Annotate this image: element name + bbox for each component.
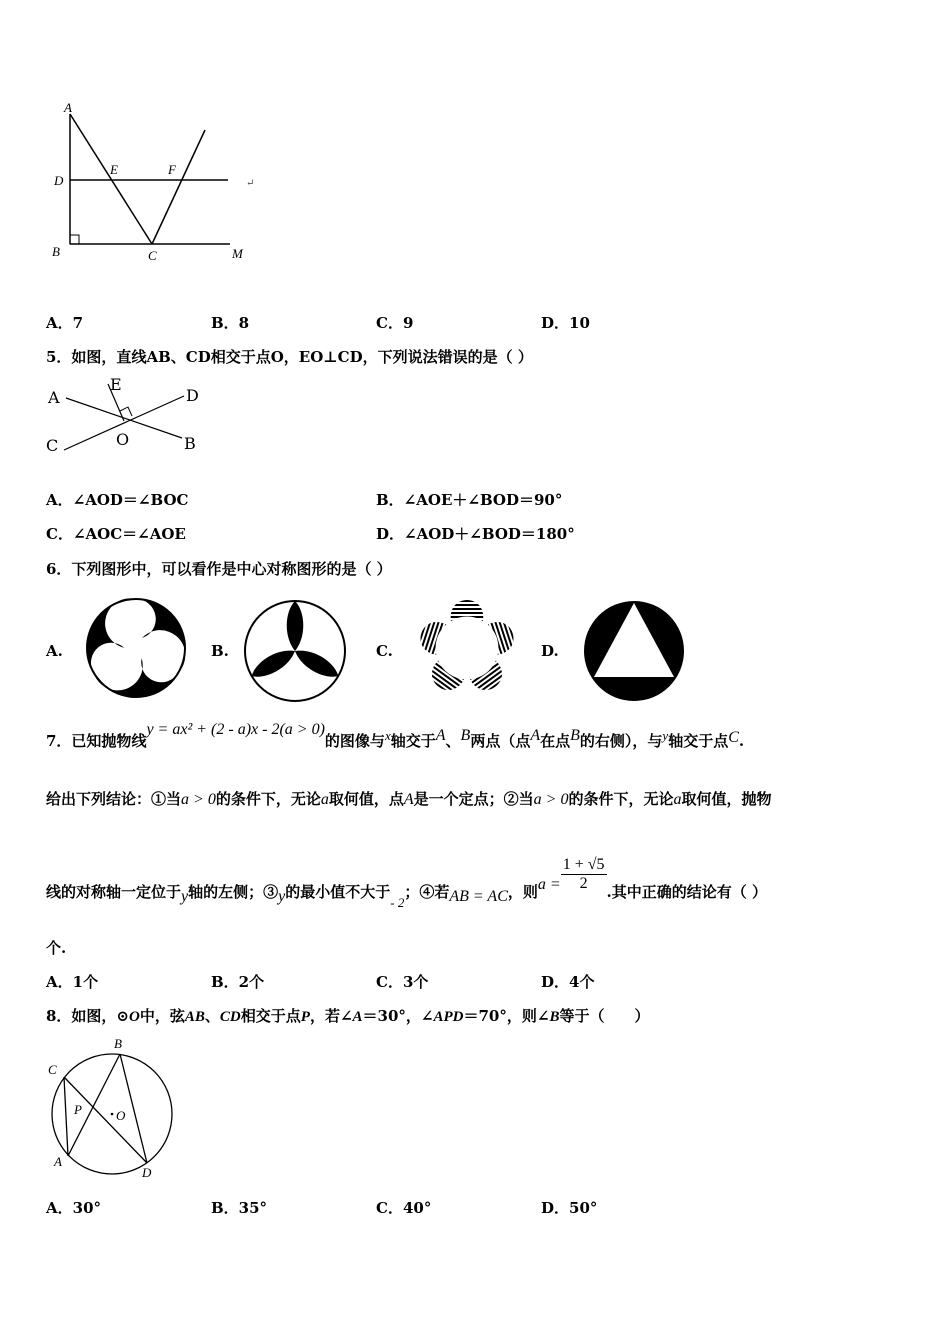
q7-var-a2: A bbox=[530, 727, 541, 744]
q8-option-b[interactable]: B．35° bbox=[211, 1199, 268, 1217]
q8-stem-p6: ＝70°，则∠ bbox=[463, 1007, 550, 1025]
q7-fraction bbox=[561, 856, 607, 893]
q4-label-c: C bbox=[148, 248, 157, 263]
q7-var-y3: y bbox=[278, 887, 286, 905]
q6-option-c[interactable]: C. bbox=[376, 642, 393, 660]
q8-label-o: O bbox=[116, 1108, 126, 1123]
q7-line1-p6: 轴交于点 bbox=[668, 732, 729, 750]
q7-line3-p5: .其中正确的结论有（ ） bbox=[606, 882, 767, 901]
q8-stem-p5: ＝30°，∠ bbox=[362, 1007, 434, 1025]
q6-figure-d-triangle[interactable] bbox=[582, 599, 686, 703]
q7-period: . bbox=[738, 732, 745, 750]
q7-line1-p1: 的图像与 bbox=[324, 732, 385, 750]
q7-var-c: C bbox=[728, 729, 739, 746]
q7-frac-den: 2 bbox=[579, 875, 588, 892]
q6-stem: 6．下列图形中，可以看作是中心对称图形的是（ ） bbox=[46, 560, 392, 578]
q8-label-p: P bbox=[74, 1102, 82, 1117]
q7-line1-p5: 的右侧），与 bbox=[579, 732, 663, 750]
q8-stem-p7: 等于（ ） bbox=[559, 1007, 650, 1025]
q6-option-a[interactable]: A. bbox=[46, 642, 63, 660]
q7-option-d[interactable]: D．4个 bbox=[541, 973, 595, 991]
q8-apd: APD bbox=[433, 1009, 464, 1025]
q7-line2-p5: 取何值，抛物 bbox=[681, 790, 772, 808]
q6-figure-b-petals[interactable] bbox=[243, 599, 347, 703]
q8-label-b: B bbox=[114, 1036, 122, 1051]
q7-var-a3: A bbox=[403, 791, 414, 808]
q7-cond-1: a > 0 bbox=[181, 791, 216, 808]
q4-line-cf bbox=[152, 130, 205, 244]
q4-label-f: F bbox=[168, 162, 176, 177]
q5-label-c: C bbox=[46, 436, 59, 455]
q8-label-a: A bbox=[54, 1154, 62, 1169]
q8-option-c[interactable]: C．40° bbox=[376, 1199, 432, 1217]
q7-line-1 bbox=[46, 721, 745, 751]
q8-chord-cd bbox=[64, 1077, 147, 1163]
q8-p: P bbox=[300, 1009, 310, 1025]
q4-option-c[interactable]: C．9 bbox=[376, 314, 414, 332]
q7-frac-num: 1 + √5 bbox=[562, 856, 605, 873]
q5-label-d: D bbox=[186, 386, 199, 405]
q6-figure-a-tomoe[interactable] bbox=[85, 597, 187, 699]
q4-option-a[interactable]: A．7 bbox=[46, 314, 84, 332]
q7-option-c[interactable]: C．3个 bbox=[376, 973, 429, 991]
q7-line-2 bbox=[46, 788, 771, 809]
q4-label-b: B bbox=[52, 244, 60, 259]
q5-stem: 5．如图，直线AB、CD相交于点O，EO⊥CD，下列说法错误的是（ ） bbox=[46, 348, 533, 366]
q8-stem-p4: ，若∠ bbox=[309, 1007, 353, 1025]
q4-return-mark: ↵ bbox=[246, 178, 255, 189]
q7-line3-pre: 线的对称轴一定位于 bbox=[46, 882, 182, 901]
q7-line3-p2: 的最小值不大于 bbox=[285, 882, 391, 901]
q7-line1-p4: 在点 bbox=[540, 732, 571, 750]
q8-o: O bbox=[129, 1009, 140, 1025]
q5-option-c[interactable]: C．∠AOC＝∠AOE bbox=[46, 525, 186, 543]
q7-var-y2: y bbox=[181, 887, 189, 905]
q7-line-4: 个. bbox=[46, 939, 67, 957]
q8-stem-p1: 中，弦 bbox=[139, 1007, 185, 1025]
q8-ab: AB bbox=[184, 1009, 205, 1025]
q7-var-a1: A bbox=[435, 727, 446, 744]
q7-var-a-2: a bbox=[673, 791, 682, 808]
q5-label-o: O bbox=[116, 430, 130, 449]
q8-option-d[interactable]: D．50° bbox=[541, 1199, 598, 1217]
q7-line2-pre: 给出下列结论：①当 bbox=[46, 790, 182, 808]
q4-option-b[interactable]: B．8 bbox=[211, 314, 250, 332]
q7-cond-2: a > 0 bbox=[533, 791, 569, 808]
q8-option-a[interactable]: A．30° bbox=[46, 1199, 102, 1217]
q4-label-a: A bbox=[64, 100, 72, 115]
q7-var-a-1: a bbox=[320, 791, 329, 808]
q7-line2-p3: 是一个定点；②当 bbox=[413, 790, 534, 808]
q8-stem-pre: 8．如图，⊙ bbox=[46, 1007, 130, 1025]
q5-option-d[interactable]: D．∠AOD＋∠BOD＝180° bbox=[376, 525, 575, 543]
q5-label-b: B bbox=[184, 434, 196, 453]
q6-option-b[interactable]: B. bbox=[211, 642, 229, 660]
q4-figure bbox=[40, 100, 270, 270]
q7-line1-pre: 7．已知抛物线 bbox=[46, 732, 147, 750]
q7-sep: 、 bbox=[445, 732, 461, 750]
q7-option-a[interactable]: A．1个 bbox=[46, 973, 99, 991]
q7-a-eq: a = bbox=[537, 875, 561, 893]
q7-var-b1: B bbox=[460, 727, 471, 744]
q5-option-b[interactable]: B．∠AOE＋∠BOD＝90° bbox=[376, 491, 563, 509]
q5-label-a: A bbox=[48, 388, 60, 407]
q8-stem-p3: 相交于点 bbox=[240, 1007, 301, 1025]
q5-figure bbox=[44, 374, 214, 464]
q4-label-m: M bbox=[232, 246, 243, 261]
q8-label-d: D bbox=[142, 1165, 152, 1180]
q6-figure-c-hatched-flower[interactable] bbox=[412, 596, 522, 700]
q7-var-y1: y bbox=[662, 728, 669, 743]
q5-option-a[interactable]: A．∠AOD＝∠BOC bbox=[46, 491, 189, 509]
q8-stem bbox=[46, 1005, 649, 1026]
q4-right-angle bbox=[70, 235, 79, 244]
q7-var-x: x bbox=[384, 728, 391, 743]
q4-option-d[interactable]: D．10 bbox=[541, 314, 590, 332]
q7-line3-p4: ，则 bbox=[507, 882, 538, 901]
q8-cd: CD bbox=[219, 1009, 241, 1025]
q7-line1-p3: 两点（点 bbox=[470, 732, 531, 750]
q7-ab-ac: AB = AC bbox=[449, 887, 508, 905]
q7-option-b[interactable]: B．2个 bbox=[211, 973, 265, 991]
q8-label-c: C bbox=[48, 1062, 57, 1077]
q7-line2-p2: 取何值，点 bbox=[328, 790, 404, 808]
q7-neg2: - 2 bbox=[390, 894, 405, 910]
q8-stem-p2: 、 bbox=[204, 1007, 220, 1025]
q7-line2-p1: 的条件下，无论 bbox=[215, 790, 321, 808]
q4-label-d: D bbox=[54, 173, 64, 188]
q8-a: A bbox=[352, 1009, 363, 1025]
q7-line2-p4: 的条件下，无论 bbox=[568, 790, 674, 808]
q8-figure bbox=[44, 1034, 184, 1184]
q4-label-e: E bbox=[110, 162, 118, 177]
q6-option-d[interactable]: D. bbox=[541, 642, 559, 660]
q4-line-ac bbox=[70, 114, 152, 244]
q7-line1-p2: 轴交于 bbox=[390, 732, 436, 750]
q7-var-b2: B bbox=[570, 727, 580, 744]
q7-line3-p3: ；④若 bbox=[404, 882, 450, 901]
q8-b: B bbox=[549, 1009, 560, 1025]
q7-line-3 bbox=[46, 852, 767, 910]
q7-equation: y = ax² + (2 - a)x - 2(a > 0) bbox=[146, 721, 325, 738]
q5-label-e: E bbox=[110, 375, 122, 394]
q8-chord-ca bbox=[64, 1077, 68, 1156]
q7-line3-p1: 轴的左侧；③ bbox=[188, 882, 279, 901]
q8-center-dot bbox=[111, 1113, 114, 1116]
